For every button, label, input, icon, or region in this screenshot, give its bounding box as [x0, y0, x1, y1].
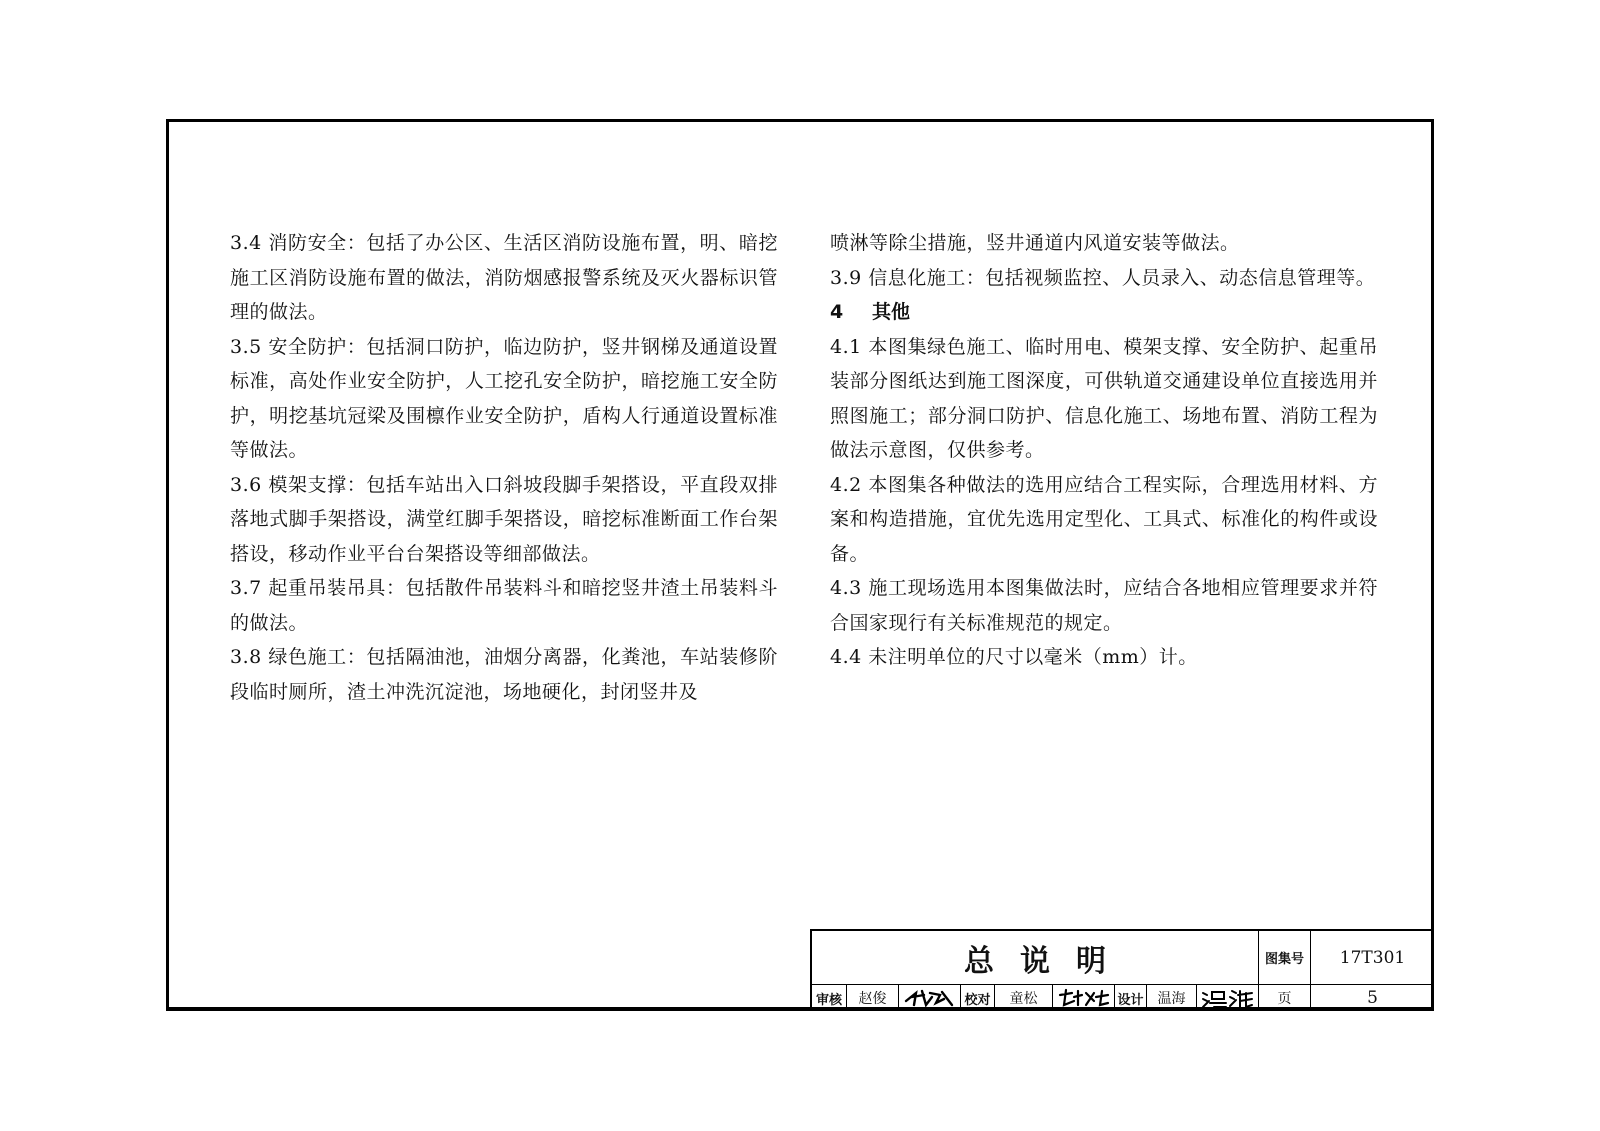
reviewer-signature-image — [902, 987, 958, 1009]
body-paragraph: 3.4 消防安全：包括了办公区、生活区消防设施布置，明、暗挖施工区消防设施布置的做法，消防烟感报警系统及灭火器标识管理的做法。 — [230, 232, 778, 323]
page-label-cell — [1258, 985, 1310, 1011]
title-block-row-bottom — [812, 985, 1434, 1011]
page-label: 页 — [1277, 991, 1292, 1007]
designer-name: 温海 — [1157, 991, 1186, 1007]
review-label-cell — [812, 985, 846, 1011]
section-heading-text: 其他 — [872, 301, 911, 323]
right-text-column — [830, 226, 1378, 675]
reviewer-cell — [846, 985, 898, 1011]
atlas-number-cell — [1310, 931, 1434, 984]
left-text-column — [230, 226, 778, 709]
atlas-number-label-cell — [1258, 931, 1310, 984]
body-paragraph: 3.6 模架支撑：包括车站出入口斜坡段脚手架搭设，平直段双排落地式脚手架搭设，满堂红脚手架搭设，暗挖标准断面工作台架搭设，移动作业平台台架搭设等细部做法。 — [230, 473, 778, 565]
body-paragraph: 3.9 信息化施工：包括视频监控、人员录入、动态信息管理等。 — [830, 266, 1376, 289]
section-heading-number: 4 — [830, 301, 844, 323]
page-number: 5 — [1367, 988, 1378, 1008]
body-paragraph: 喷淋等除尘措施，竖井通道内风道安装等做法。 — [830, 232, 1240, 254]
body-paragraph: 3.5 安全防护：包括洞口防护，临边防护，竖井钢梯及通道设置标准，高处作业安全防护，人工挖孔安全防护，暗挖施工安全防护，明挖基坑冠梁及围檩作业安全防护，盾构人行通道设置标准等做法。 — [230, 335, 778, 461]
atlas-number-label: 图集号 — [1264, 952, 1304, 967]
body-paragraph: 3.8 绿色施工：包括隔油池，油烟分离器，化粪池，车站装修阶段临时厕所，渣土冲洗沉淀池，场地硬化，封闭竖井及 — [230, 646, 778, 703]
page-number-cell — [1310, 985, 1434, 1011]
checker-signature-image — [1056, 987, 1112, 1009]
reviewer-name: 赵俊 — [858, 991, 887, 1007]
section-heading — [830, 295, 1378, 330]
title-block — [810, 929, 1434, 1011]
design-label: 设计 — [1117, 992, 1144, 1008]
check-label: 校对 — [964, 992, 991, 1008]
design-label-cell — [1114, 985, 1146, 1011]
body-paragraph: 4.2 本图集各种做法的选用应结合工程实际，合理选用材料、方案和构造措施，宜优先选用定型化、工具式、标准化的构件或设备。 — [830, 473, 1378, 565]
designer-signature-image — [1200, 987, 1256, 1009]
checker-name: 童松 — [1009, 991, 1038, 1007]
title-block-row-top — [812, 931, 1434, 985]
body-paragraph: 4.4 未注明单位的尺寸以毫米（mm）计。 — [830, 646, 1198, 668]
checker-cell — [994, 985, 1052, 1011]
review-label: 审核 — [815, 992, 842, 1008]
document-title: 总说明 — [964, 943, 1132, 979]
reviewer-signature — [898, 985, 960, 1011]
designer-signature — [1196, 985, 1258, 1011]
atlas-number: 17T301 — [1339, 947, 1406, 968]
document-title-cell — [812, 931, 1258, 984]
body-paragraph: 4.3 施工现场选用本图集做法时，应结合各地相应管理要求并符合国家现行有关标准规范的规定。 — [830, 577, 1378, 634]
checker-signature — [1052, 985, 1114, 1011]
check-label-cell — [960, 985, 994, 1011]
designer-cell — [1146, 985, 1196, 1011]
body-paragraph: 3.7 起重吊装吊具：包括散件吊装料斗和暗挖竖井渣土吊装料斗的做法。 — [230, 577, 778, 634]
body-paragraph: 4.1 本图集绿色施工、临时用电、模架支撑、安全防护、起重吊装部分图纸达到施工图深度，可供轨道交通建设单位直接选用并照图施工；部分洞口防护、信息化施工、场地布置、消防工程为做法示意图，仅供参考。 — [830, 335, 1378, 461]
